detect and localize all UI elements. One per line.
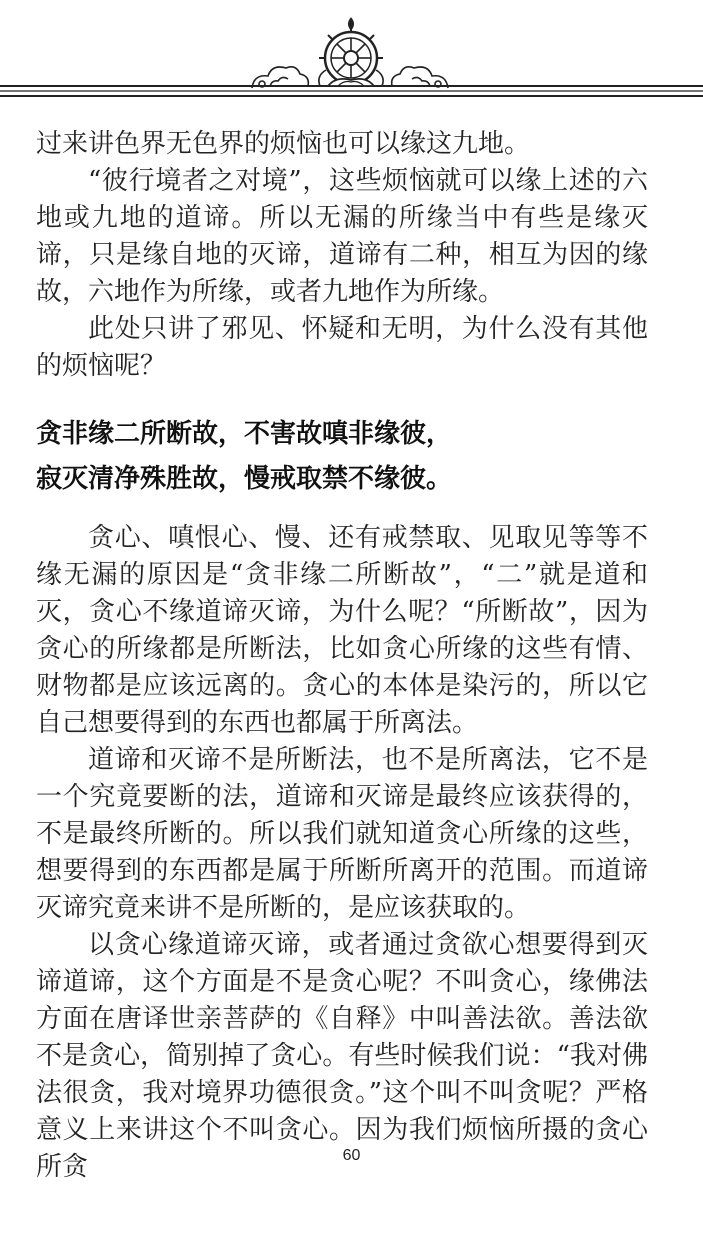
- page-header: [0, 0, 703, 110]
- paragraph: “彼行境者之对境”，这些烦恼就可以缘上述的六地或九地的道谛。所以无漏的所缘当中有些是缘灭谛，只是缘自地的灭谛，道谛有二种，相互为因的缘故，六地作为所缘，或者九地作为所缘。: [36, 166, 648, 307]
- header-ornament: [0, 0, 703, 110]
- verse-line: 寂灭清净殊胜故，慢戒取禁不缘彼。: [36, 464, 453, 494]
- paragraph: 以贪心缘道谛灭谛，或者通过贪欲心想要得到灭谛道谛，这个方面是不是贪心呢？不叫贪心，缘佛法方面在唐译世亲菩萨的《自释》中叫善法欲。善法欲不是贪心，简别掉了贪心。有些时候我们说：“我对佛法很贪，我对境界功德很贪。”这个叫不叫贪呢？严格意义上来讲这个不叫贪心。因为我们烦恼所摄的贪心所贪: [36, 930, 648, 1182]
- paragraph: 道谛和灭谛不是所断法，也不是所离法，它不是一个究竟要断的法，道谛和灭谛是最终应该获得的，不是最终所断的。所以我们就知道贪心所缘的这些，想要得到的东西都是属于所断所离开的范围。而道谛灭谛究竟来讲不是所断的，是应该获取的。: [36, 745, 648, 923]
- paragraph: 此处只讲了邪见、怀疑和无明，为什么没有其他的烦恼呢？: [36, 314, 648, 381]
- paragraph: 过来讲色界无色界的烦恼也可以缘这九地。: [36, 129, 531, 159]
- cloud-left-icon: [252, 67, 308, 88]
- verse-line: 贪非缘二所断故，不害故嗔非缘彼，: [36, 419, 453, 449]
- cloud-right-icon: [392, 67, 448, 88]
- paragraph: 贪心、嗔恨心、慢、还有戒禁取、见取见等等不缘无漏的原因是“贪非缘二所断故”，“二”就是道和灭，贪心不缘道谛灭谛，为什么呢？“所断故”，因为贪心的所缘都是所断法，比如贪心所缘的这些有情、财物都是应该远离的。贪心的本体是染污的，所以它自己想要得到的东西也都属于所离法。: [36, 523, 648, 738]
- page-content: [36, 126, 648, 1186]
- verse-block: [36, 412, 648, 502]
- page-number: 60: [342, 1147, 361, 1164]
- dharma-wheel-icon: [319, 18, 383, 86]
